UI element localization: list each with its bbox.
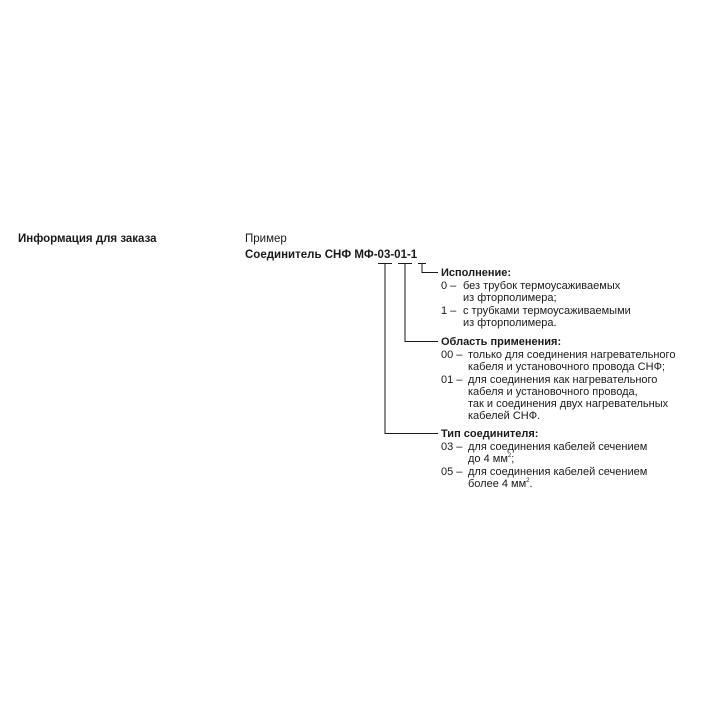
superscript-2: 2: [507, 453, 512, 459]
connector-type-item-0-line-1: для соединения кабелей сечением: [468, 441, 648, 453]
connector-type-item-1-key: 05 –: [441, 466, 463, 478]
product-code: Соединитель СНФ МФ-03-01-1: [245, 249, 418, 261]
section-heading: Информация для заказа: [18, 233, 157, 245]
leader-connector-type: [385, 264, 438, 434]
application-item-0-key: 00 –: [441, 349, 463, 361]
application-item-1-line-3: так и соединения двух нагревательных: [468, 398, 669, 410]
connector-type-title: Тип соединителя:: [441, 428, 539, 440]
execution-item-1-line-1: с трубками термоусаживаемыми: [463, 305, 631, 317]
superscript-2: 2: [526, 478, 530, 484]
application-item-1-line-4: кабелей СНФ.: [468, 410, 541, 422]
execution-title: Исполнение:: [441, 267, 512, 279]
execution-item-1-line-2: из фторполимера.: [463, 317, 557, 329]
connector-type-item-1-line-1: для соединения кабелей сечением: [468, 466, 648, 478]
execution-item-0-key: 0 –: [441, 280, 457, 292]
execution-item-1-key: 1 –: [441, 305, 457, 317]
leader-execution: [422, 264, 438, 273]
application-item-1-line-2: кабеля и установочного провода,: [468, 386, 638, 398]
application-item-0-line-2: кабеля и установочного провода СНФ;: [468, 361, 665, 373]
application-item-1-key: 01 –: [441, 374, 463, 386]
connector-type-item-0-key: 03 –: [441, 441, 463, 453]
execution-item-0-line-1: без трубок термоусаживаемых: [463, 280, 621, 292]
application-title: Область применения:: [441, 336, 562, 348]
connector-type-item-1-line-2: более 4 $мм^2$.: [468, 478, 533, 490]
execution-item-0-line-2: из фторполимера;: [463, 292, 557, 304]
leader-application: [405, 264, 438, 342]
application-item-0-line-1: только для соединения нагревательного: [468, 349, 676, 361]
connector-type-item-0-line-2: до 4 $мм^2$;: [468, 453, 515, 465]
application-item-1-line-1: для соединения как нагревательного: [468, 374, 658, 386]
example-label: Пример: [245, 233, 287, 245]
